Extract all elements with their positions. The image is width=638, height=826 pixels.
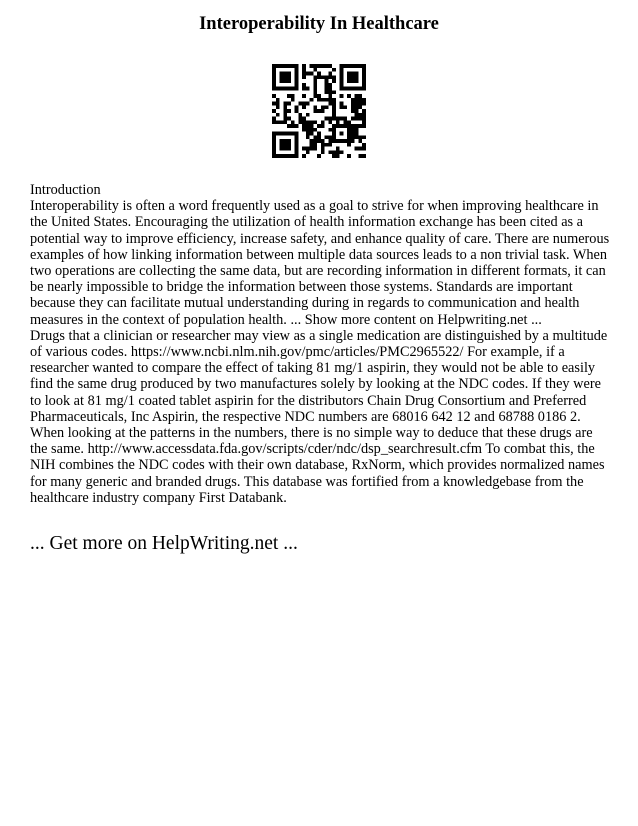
- paragraph-1: Interoperability is often a word frequently used as a goal to strive for when improving healthcare in the United States. Encouraging the utilization of health information exchange has been cited as a potential way to improve efficiency, increase safety, and enhance quality of care. There are numerous examples of how linking information between multiple data sources leads to a non trivial task. When two operations are collecting the same data, but are recording information in different formats, it can be nearly impossible to bridge the information between those systems. Standards are important because they can facilitate mutual understanding during in regards to communication and health measures in the context of population health. ... Show more content on Helpwriting.net ...: [30, 198, 610, 328]
- qr-code: [272, 64, 366, 158]
- paragraph-2: Drugs that a clinician or researcher may view as a single medication are distinguished by a multitude of various codes. https://www.ncbi.nlm.nih.gov/pmc/articles/PMC2965522/ For example, if a researcher wanted to compare the effect of taking 81 mg/1 aspirin, they would not be able to easily find the same drug produced by two manufactures solely by looking at the NDC codes. If they were to look at 81 mg/1 coated tablet aspirin for the distributors Chain Drug Consortium and Preferred Pharmaceuticals, Inc Aspirin, the respective NDC numbers are 68016 642 12 and 68788 0186 2. When looking at the patterns in the numbers, there is no simple way to deduce that these drugs are the same. http://www.accessdata.fda.gov/scripts/cder/ndc/dsp_searchresult.cfm To combat this, the NIH combines the NDC codes with their own database, RxNorm, which provides normalized names for many generic and branded drugs. This database was fortified from a knowledgebase from the healthcare industry company First Databank.: [30, 327, 608, 506]
- get-more-link[interactable]: ... Get more on HelpWriting.net ...: [30, 533, 298, 554]
- page-title: Interoperability In Healthcare: [199, 14, 439, 34]
- document-body: [30, 182, 612, 506]
- section-heading: Introduction: [30, 182, 101, 198]
- qr-code-graphic: [272, 64, 366, 158]
